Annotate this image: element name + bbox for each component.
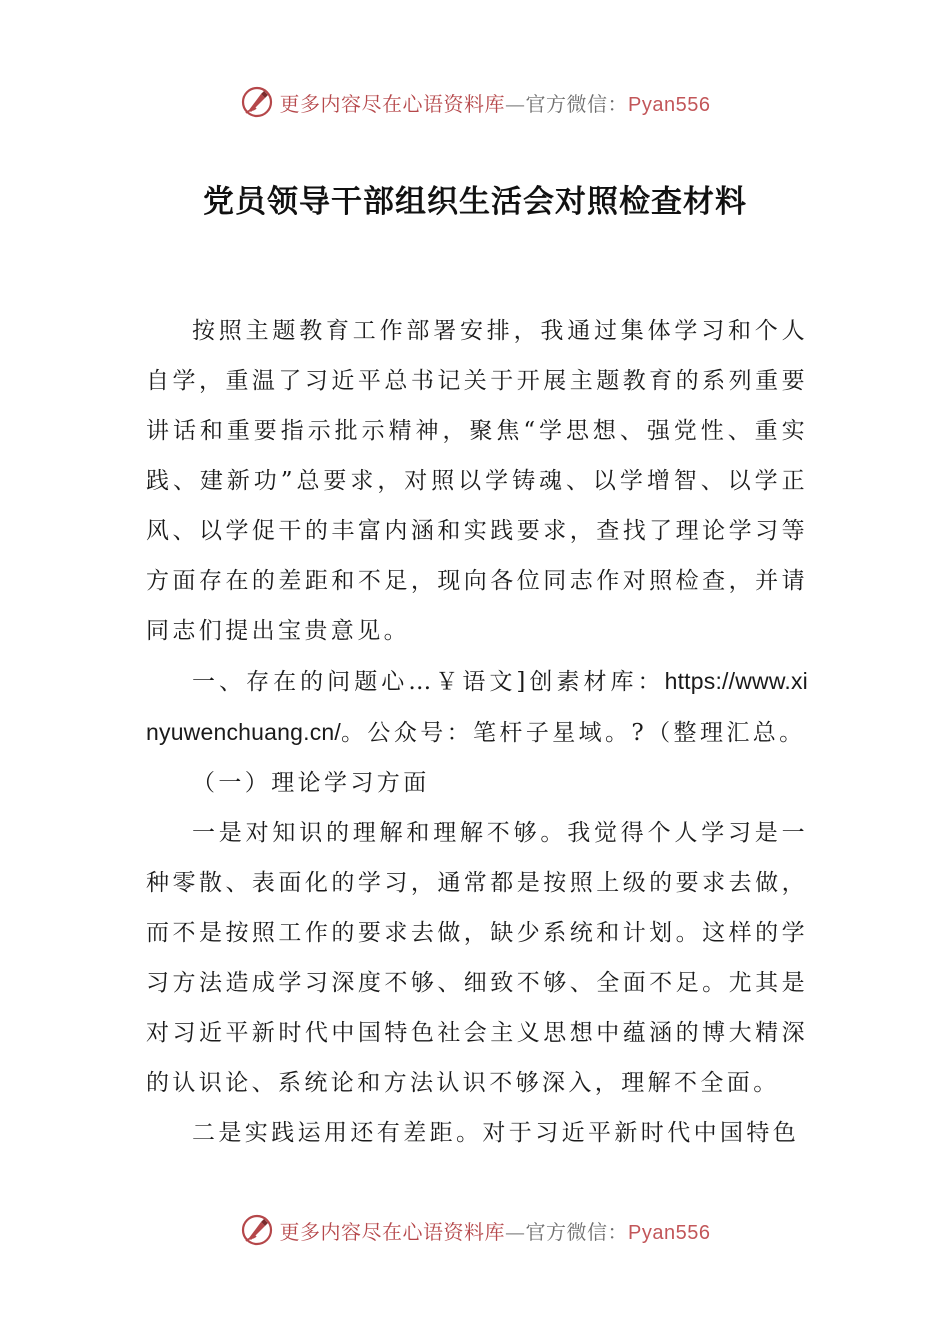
subsection-1-heading: （一）理论学习方面: [192, 770, 430, 796]
document-title: 党员领导干部组织生活会对照检查材料: [203, 184, 747, 220]
banner-wechat-id: Pyan556: [628, 93, 711, 116]
header-banner-text: [280, 88, 711, 117]
footer-wechat-id: Pyan556: [628, 1221, 711, 1244]
intro-paragraph: 按照主题教育工作部署安排，我通过集体学习和个人自学，重温了习近平总书记关于开展主题教育的系列重要讲话和重要指示批示精神，聚焦“学思想、强党性、重实践、建新功”总要求，对照以学铸魂、以学增智、以学正风、以学促干的丰富内涵和实践要求，查找了理论学习等方面存在的差距和不足，现向各位同志作对照检查，并请同志们提出宝贵意见。: [146, 318, 808, 644]
section-1-suffix: 。公众号：笔杆子星域。?（整理汇总。: [341, 720, 806, 746]
banner-dash: —: [505, 91, 526, 116]
footer-banner-text: [280, 1216, 711, 1245]
document-body: [146, 306, 808, 1158]
section-1-heading: [146, 656, 808, 758]
point-1-paragraph: 一是对知识的理解和理解不够。我觉得个人学习是一种零散、表面化的学习，通常都是按照上级的要求去做，而不是按照工作的要求去做，缺少系统和计划。这样的学习方法造成学习深度不够、细致不够、全面不足。尤其是对习近平新时代中国特色社会主义思想中蕴涵的博大精深的认识论、系统论和方法认识不够深入，理解不全面。: [146, 820, 808, 1096]
source-url-link[interactable]: https://www.xinyuwenchuang.cn/: [146, 668, 808, 745]
footer-dash: —: [505, 1219, 526, 1244]
banner-main-text: 更多内容尽在心语资料库: [279, 91, 506, 116]
footer-wechat-label: 官方微信：: [525, 1219, 629, 1244]
pen-nib-logo-icon: [240, 1213, 274, 1247]
section-1-prefix: 一、存在的问题心…￥语文]创素材库：: [192, 669, 665, 695]
header-banner: [0, 82, 950, 122]
banner-wechat-label: 官方微信：: [525, 91, 629, 116]
pen-nib-logo-icon: [240, 85, 274, 119]
footer-banner: [0, 1210, 950, 1250]
point-2-paragraph: 二是实践运用还有差距。对于习近平新时代中国特色: [192, 1120, 800, 1146]
footer-main-text: 更多内容尽在心语资料库: [279, 1219, 506, 1244]
